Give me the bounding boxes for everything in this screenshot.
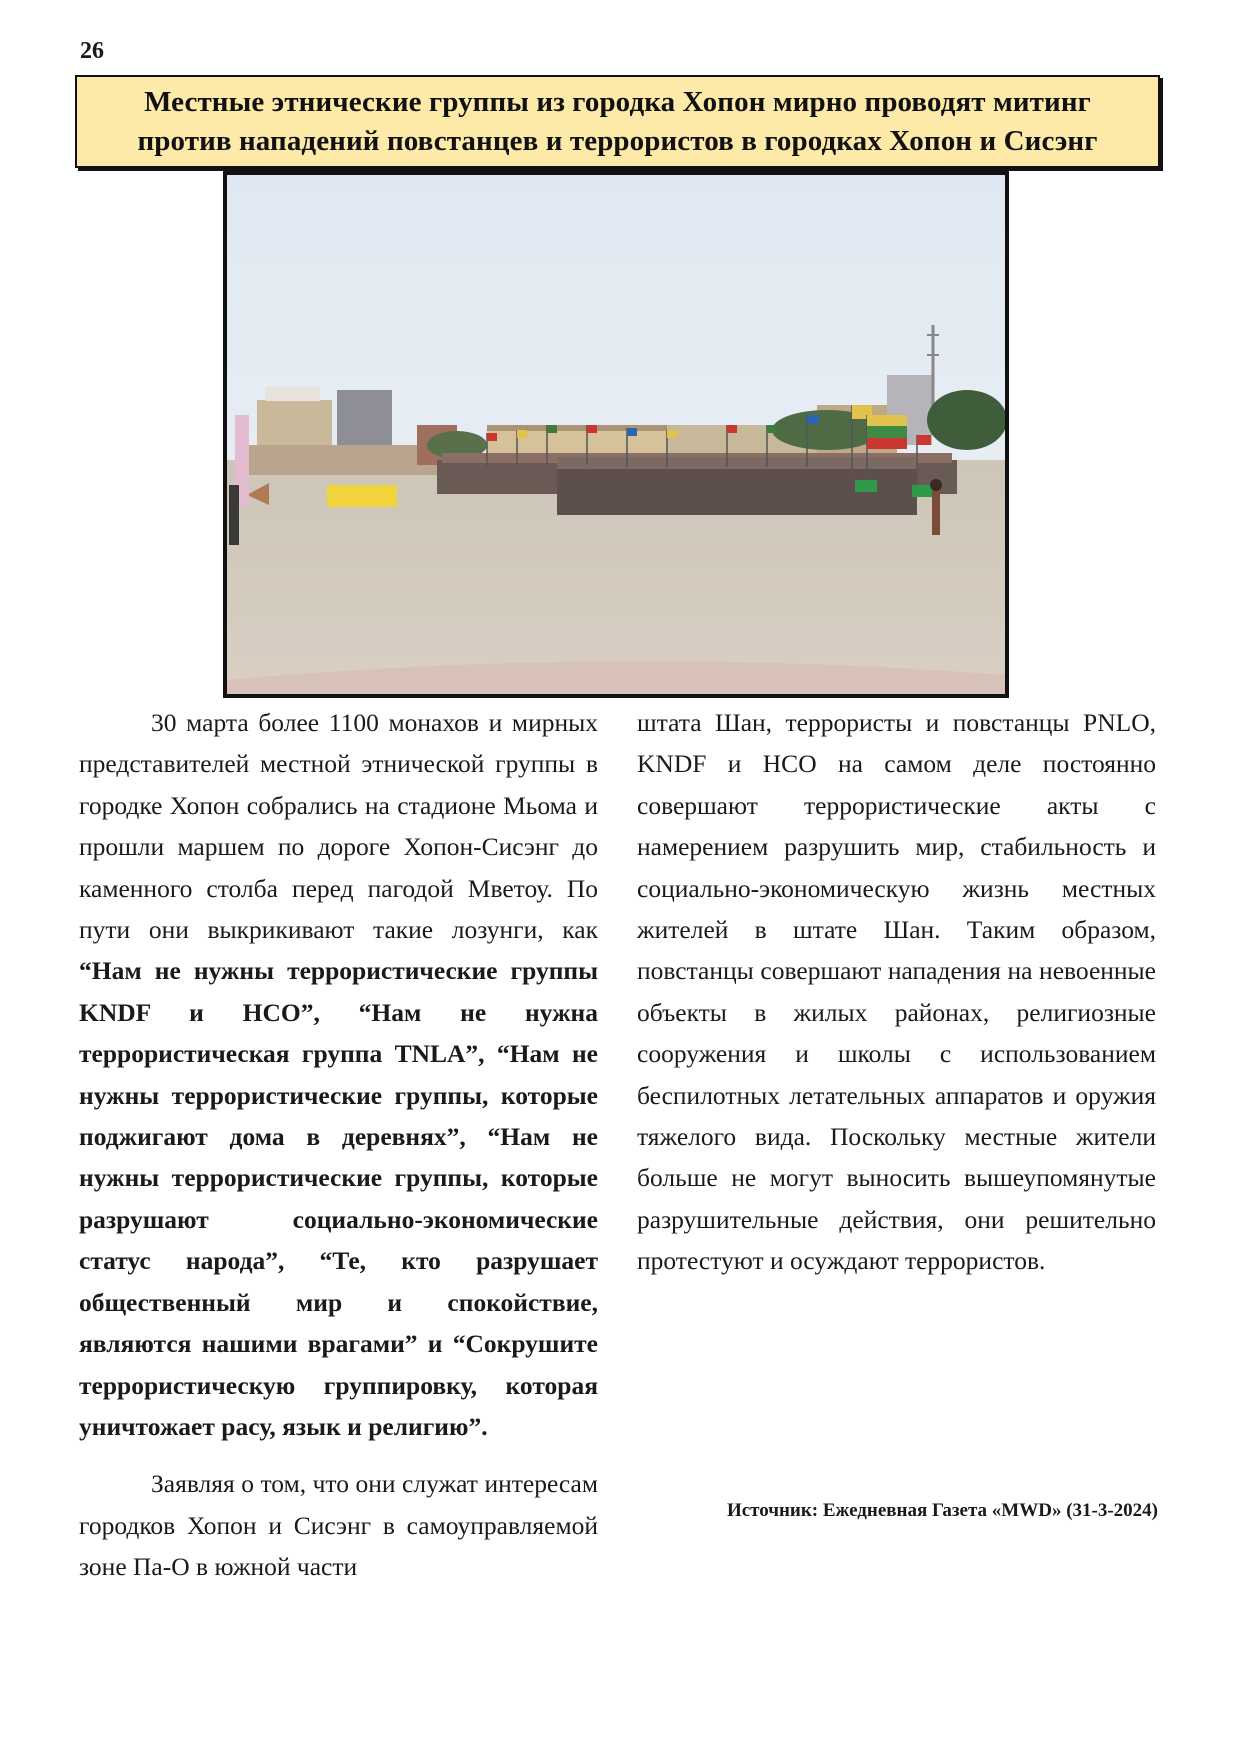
- rally-photo: [223, 171, 1009, 698]
- article-title: [137, 83, 1097, 161]
- paragraph-1-lead: 30 марта более 1100 монахов и мирных представителей местной этнической группы в городке Хопон собрались на стадионе Мьома и прошли маршем по дороге Хопон-Сисэнг до каменного столба перед пагодой Мветоу. По пути они выкрикивают такие лозунги, как: [79, 708, 598, 945]
- source-citation: Источник: Ежедневная Газета «MWD» (31-3-2024): [726, 1500, 1158, 1521]
- article-paragraph-1: [79, 702, 598, 1447]
- article-column-left: [79, 702, 598, 1588]
- title-line-2: против нападений повстанцев и террористов в городках Хопон и Сисэнг: [137, 124, 1098, 157]
- page-number: 26: [80, 38, 104, 64]
- article-column-right: [637, 702, 1156, 1282]
- rally-photo-illustration: [227, 175, 1005, 694]
- paragraph-1-slogans: “Нам не нужны террористические группы KNDF и HCO”, “Нам не нужна террористическая группа TNLA”, “Нам не нужны террористические группы, которые поджигают дома в деревнях”, “Нам не нужны террористические группы, которые разрушают социально-экономические статус народа”, “Те, кто разрушает общественный мир и спокойствие, являются нашими врагами” и “Сокрушите террористическую группировку, которая уничтожает расу, язык и религию”.: [79, 956, 598, 1441]
- article-paragraph-2-continued: штата Шан, террористы и повстанцы PNLO, KNDF и HCO на самом деле постоянно совершают террористические акты с намерением разрушить мир, стабильность и социально-экономическую жизнь местных жителей в штате Шан. Таким образом, повстанцы совершают нападения на невоенные объекты в жилых районах, религиозные сооружения и школы с использованием беспилотных летательных аппаратов и оружия тяжелого вида. Поскольку местные жители больше не могут выносить вышеупомянутые разрушительные действия, они решительно протестуют и осуждают террористов.: [637, 708, 1156, 1276]
- title-line-1: Местные этнические группы из городка Хопон мирно проводят митинг: [144, 85, 1091, 118]
- article-paragraph-2: Заявляя о том, что они служат интересам городков Хопон и Сисэнг в самоуправляемой зоне Па-О в южной части: [79, 1469, 598, 1582]
- article-title-box: [75, 75, 1160, 168]
